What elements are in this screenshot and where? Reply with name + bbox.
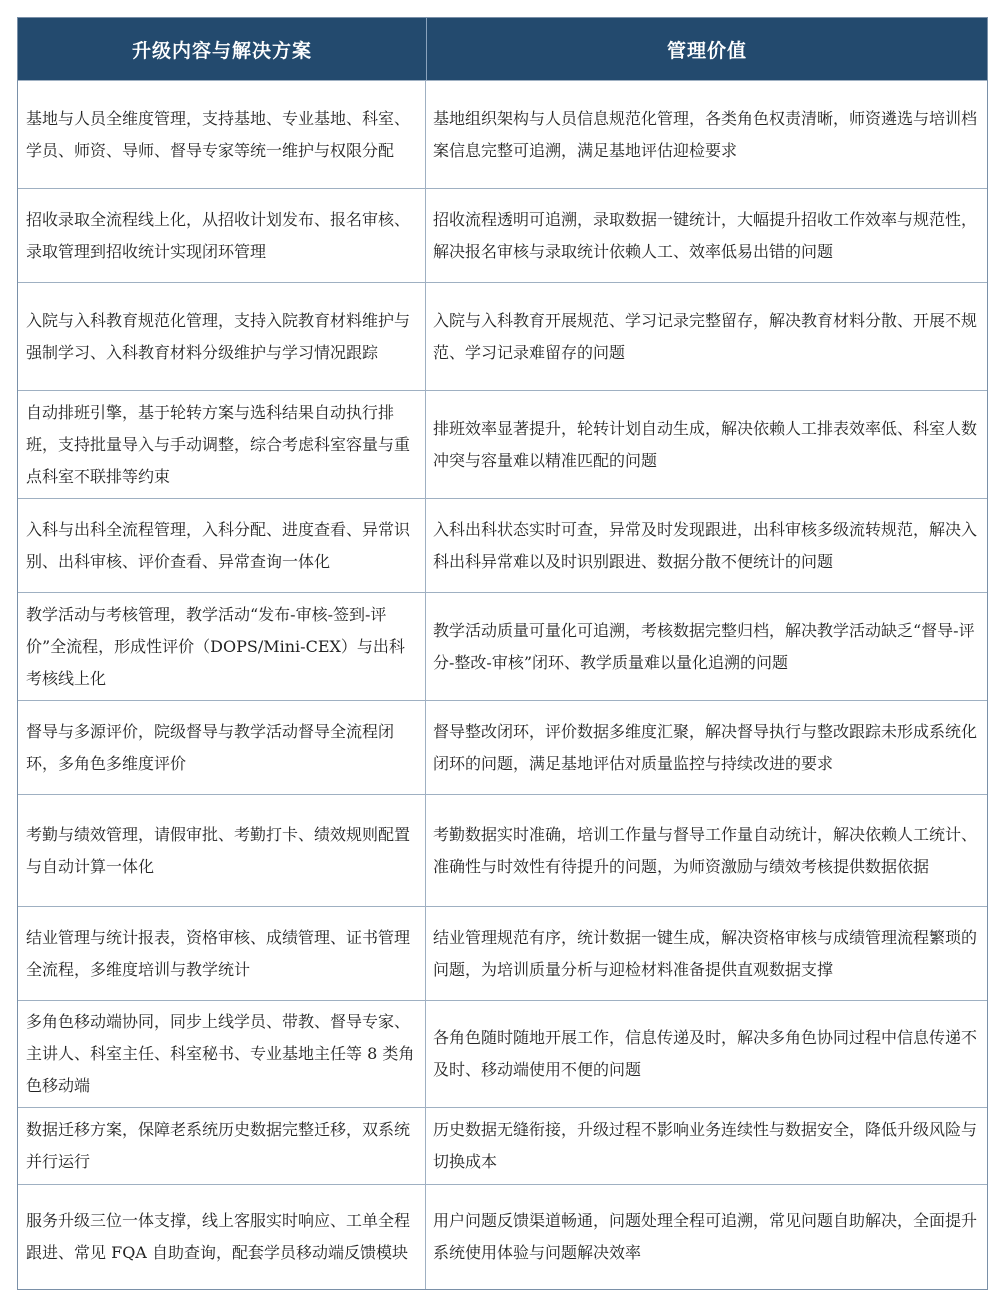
table-row [18,188,987,282]
table-row [18,282,987,390]
table-row [18,794,987,906]
management-value-cell: 考勤数据实时准确，培训工作量与督导工作量自动统计，解决依赖人工统计、准确性与时效性有待提升的问题，为师资激励与绩效考核提供数据依据 [433,824,978,876]
upgrade-content-cell: 结业管理与统计报表，资格审核、成绩管理、证书管理全流程，多维度培训与教学统计 [18,907,426,1000]
management-value-cell: 入院与入科教育开展规范、学习记录完整留存，解决教育材料分散、开展不规范、学习记录难留存的问题 [433,310,978,362]
upgrade-content-cell: 教学活动与考核管理，教学活动“发布-审核-签到-评价”全流程，形成性评价（DOPS/Mini-CEX）与出科考核线上化 [18,593,426,700]
upgrade-content-cell: 基地与人员全维度管理，支持基地、专业基地、科室、学员、师资、导师、督导专家等统一维护与权限分配 [18,81,426,188]
header-management-value: 管理价值 [666,39,747,62]
management-value-cell: 历史数据无缝衔接，升级过程不影响业务连续性与数据安全，降低升级风险与切换成本 [433,1120,978,1171]
management-value-cell: 招收流程透明可追溯，录取数据一键统计，大幅提升招收工作效率与规范性，解决报名审核与录取统计依赖人工、效率低易出错的问题 [433,209,978,261]
upgrade-content-cell: 督导与多源评价，院级督导与教学活动督导全流程闭环，多角色多维度评价 [18,701,426,794]
upgrade-content-cell: 数据迁移方案，保障老系统历史数据完整迁移，双系统并行运行 [18,1108,426,1184]
upgrade-content-cell: 招收录取全流程线上化，从招收计划发布、报名审核、录取管理到招收统计实现闭环管理 [18,189,426,282]
management-value-cell: 基地组织架构与人员信息规范化管理，各类角色权责清晰，师资遴选与培训档案信息完整可追溯，满足基地评估迎检要求 [433,108,978,160]
table-row [18,906,987,1000]
upgrade-value-table [17,17,988,1290]
upgrade-content-cell: 入科与出科全流程管理，入科分配、进度查看、异常识别、出科审核、评价查看、异常查询一体化 [18,499,426,592]
upgrade-content-cell: 入院与入科教育规范化管理，支持入院教育材料维护与强制学习、入科教育材料分级维护与学习情况跟踪 [18,283,426,390]
management-value-cell: 各角色随时随地开展工作，信息传递及时，解决多角色协同过程中信息传递不及时、移动端使用不便的问题 [433,1028,978,1079]
table-row [18,700,987,794]
upgrade-content-cell: 自动排班引擎，基于轮转方案与选科结果自动执行排班，支持批量导入与手动调整，综合考虑科室容量与重点科室不联排等约束 [18,391,426,498]
table-row [18,592,987,700]
management-value-cell: 教学活动质量可量化可追溯，考核数据完整归档，解决教学活动缺乏“督导-评分-整改-审核”闭环、教学质量难以量化追溯的问题 [433,620,975,672]
management-value-cell: 用户问题反馈渠道畅通，问题处理全程可追溯，常见问题自助解决，全面提升系统使用体验与问题解决效率 [433,1211,978,1262]
upgrade-content-cell: 多角色移动端协同，同步上线学员、带教、督导专家、主讲人、科室主任、科室秘书、专业基地主任等 8 类角色移动端 [18,1001,426,1107]
table-row [18,498,987,592]
management-value-cell: 督导整改闭环，评价数据多维度汇聚，解决督导执行与整改跟踪未形成系统化闭环的问题，满足基地评估对质量监控与持续改进的要求 [433,721,978,773]
management-value-cell: 排班效率显著提升，轮转计划自动生成，解决依赖人工排表效率低、科室人数冲突与容量难以精准匹配的问题 [433,418,978,470]
management-value-cell: 结业管理规范有序，统计数据一键生成，解决资格审核与成绩管理流程繁琐的问题，为培训质量分析与迎检材料准备提供直观数据支撑 [433,927,978,979]
table-row [18,1000,987,1107]
table-row [18,390,987,498]
header-upgrade-content: 升级内容与解决方案 [18,18,427,80]
table-header [18,18,987,80]
management-value-cell: 入科出科状态实时可查，异常及时发现跟进，出科审核多级流转规范，解决入科出科异常难以及时识别跟进、数据分散不便统计的问题 [433,519,978,571]
table-row [18,1107,987,1184]
table-row [18,80,987,188]
table-row [18,1184,987,1289]
upgrade-content-cell: 考勤与绩效管理，请假审批、考勤打卡、绩效规则配置与自动计算一体化 [18,795,426,906]
upgrade-content-cell: 服务升级三位一体支撑，线上客服实时响应、工单全程跟进、常见 FQA 自助查询，配套学员移动端反馈模块 [18,1185,426,1289]
